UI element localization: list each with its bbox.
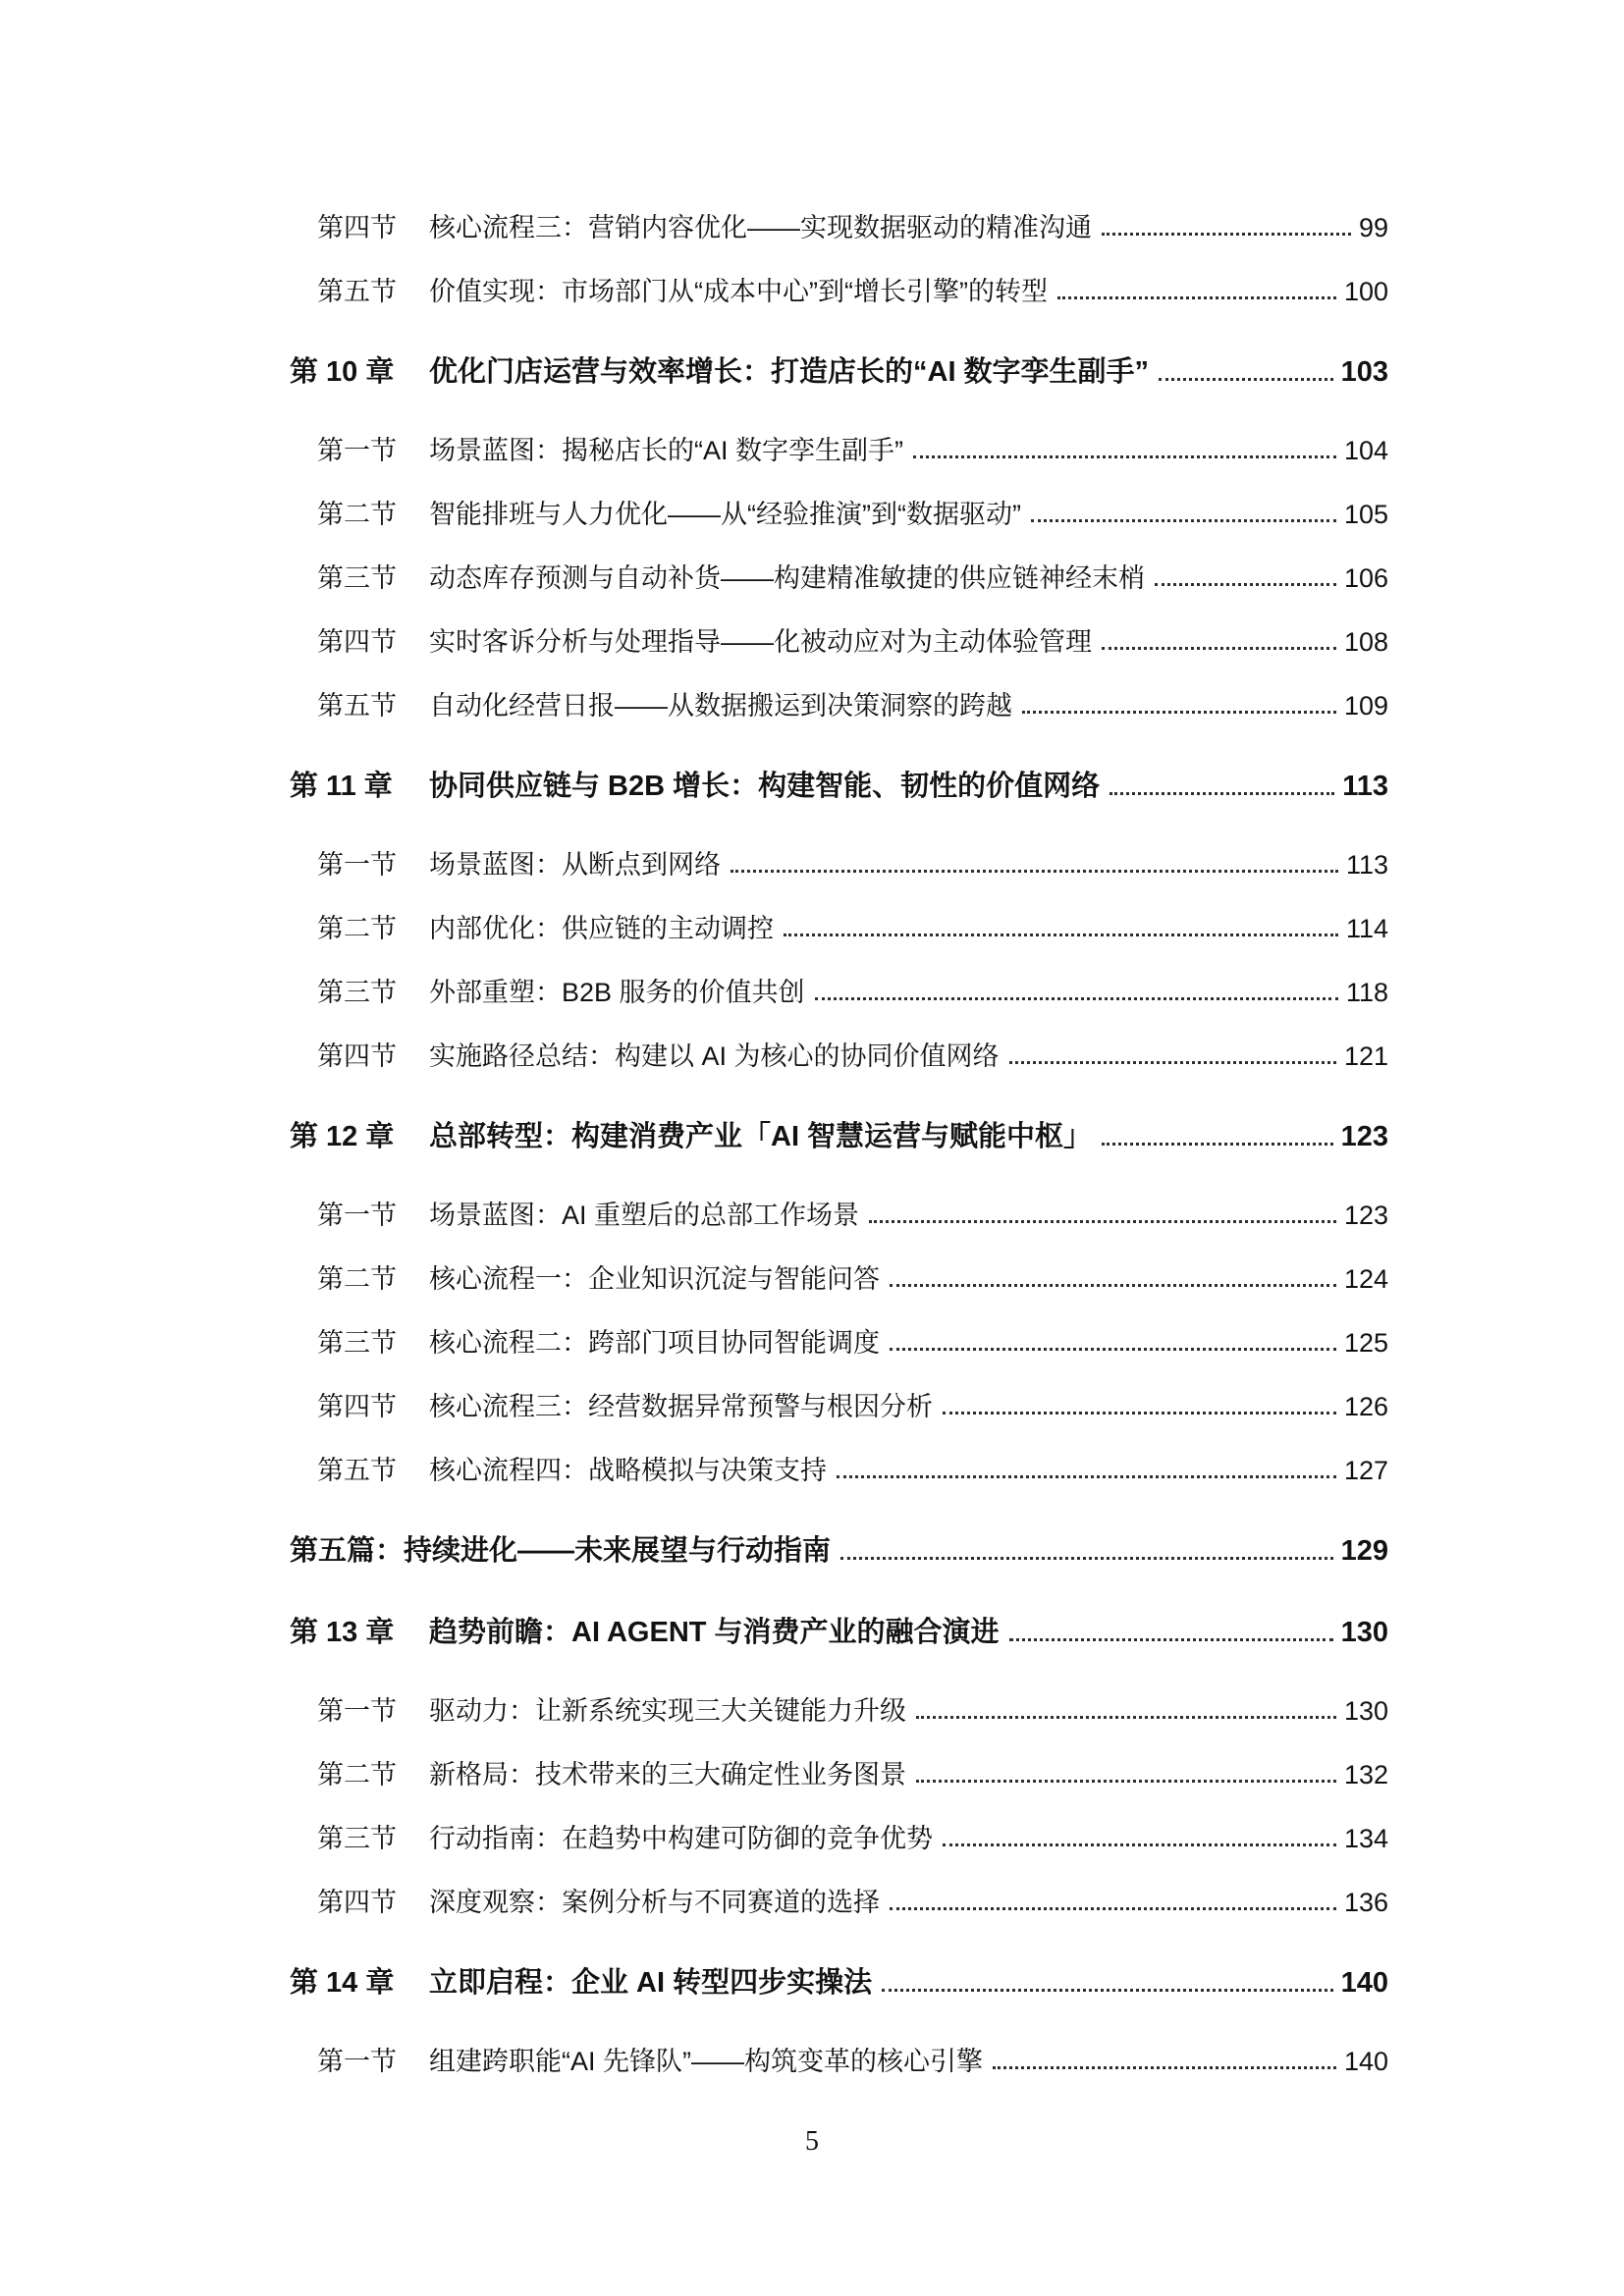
toc-entry-title: 实施路径总结：构建以 AI 为核心的协同价值网络	[429, 1041, 1000, 1071]
dot-leader	[882, 1989, 1332, 1992]
dot-leader	[1155, 583, 1336, 586]
toc-entry-title: 自动化经营日报——从数据搬运到决策洞察的跨越	[429, 691, 1012, 721]
toc-entry-label: 第四节	[317, 627, 397, 657]
dot-leader	[890, 1907, 1336, 1910]
toc-entry-section	[317, 564, 1388, 593]
toc-entry-title: 行动指南：在趋势中构建可防御的竞争优势	[429, 1824, 933, 1853]
dot-leader	[890, 1348, 1336, 1351]
dot-leader	[840, 1557, 1333, 1560]
toc-entry-section	[317, 1329, 1388, 1358]
toc-entry-label: 第四节	[317, 1392, 397, 1421]
toc-entry-label: 第 14 章	[290, 1967, 395, 1999]
toc-entry-chapter	[290, 1618, 1388, 1648]
toc-entry-page-number: 103	[1340, 356, 1388, 388]
toc-entry-section	[317, 1042, 1388, 1071]
toc-entry-page-number: 121	[1343, 1041, 1388, 1071]
toc-entry-page-number: 126	[1343, 1392, 1388, 1421]
dot-leader	[1009, 1638, 1333, 1641]
toc-entry-section	[317, 1393, 1388, 1421]
toc-entry-section	[317, 278, 1388, 306]
toc-entry-page-number: 130	[1343, 1696, 1388, 1726]
dot-leader	[731, 870, 1338, 873]
toc-entry-title: 新格局：技术带来的三大确定性业务图景	[429, 1760, 906, 1789]
toc-entry-page-number: 113	[1345, 850, 1388, 880]
dot-leader	[1031, 519, 1336, 522]
toc-entry-section	[317, 1265, 1388, 1294]
toc-entry-page-number: 114	[1345, 914, 1388, 943]
toc-entry-page-number: 130	[1340, 1617, 1388, 1648]
toc-entry-title: 优化门店运营与效率增长：打造店长的“AI 数字孪生副手”	[429, 356, 1150, 388]
toc-entry-section	[317, 692, 1388, 721]
toc-entry-section	[317, 1825, 1388, 1853]
dot-leader	[1102, 1143, 1333, 1146]
toc-entry-title: 核心流程三：经营数据异常预警与根因分析	[429, 1392, 933, 1421]
toc-entry-section	[317, 979, 1388, 1007]
toc-entry-title: 场景蓝图：从断点到网络	[429, 850, 721, 880]
toc-entry-label: 第 12 章	[290, 1121, 395, 1152]
toc-entry-section	[317, 214, 1388, 242]
dot-leader	[1009, 1061, 1336, 1064]
toc-entry-page-number: 123	[1343, 1201, 1388, 1230]
dot-leader	[943, 1843, 1336, 1846]
toc-entry-title: 外部重塑：B2B 服务的价值共创	[429, 978, 805, 1007]
toc-entry-chapter	[290, 1968, 1388, 1999]
dot-leader	[916, 1780, 1336, 1783]
dot-leader	[869, 1220, 1336, 1223]
toc-entry-section	[317, 1889, 1388, 1917]
toc-entry-title: 场景蓝图：AI 重塑后的总部工作场景	[429, 1201, 860, 1230]
toc-entry-page-number: 106	[1343, 563, 1388, 593]
toc-entry-label: 第 10 章	[290, 356, 395, 388]
toc-entry-label: 第一节	[317, 1696, 397, 1726]
dot-leader	[890, 1284, 1336, 1287]
toc-entry-label: 第三节	[317, 563, 397, 593]
toc-entry-page-number: 109	[1343, 691, 1388, 721]
toc-entry-label: 第五节	[317, 277, 397, 306]
dot-leader	[916, 1716, 1336, 1719]
toc-entry-page-number: 100	[1343, 277, 1388, 306]
dot-leader	[1022, 711, 1336, 714]
toc-entry-label: 第一节	[317, 1201, 397, 1230]
toc-entry-label: 第二节	[317, 1264, 397, 1294]
toc-entry-title: 智能排班与人力优化——从“经验推演”到“数据驱动”	[429, 500, 1021, 529]
toc-entry-page-number: 140	[1343, 2047, 1388, 2076]
toc-entry-page-number: 108	[1343, 627, 1388, 657]
toc-entry-title: 内部优化：供应链的主动调控	[429, 914, 774, 943]
toc-entry-section	[317, 1457, 1388, 1485]
toc-entry-page-number: 129	[1340, 1535, 1388, 1567]
footer-page-number: 5	[805, 2126, 819, 2157]
toc-entry-chapter	[290, 357, 1388, 388]
toc-entry-label: 第三节	[317, 1328, 397, 1358]
dot-leader	[1102, 233, 1351, 236]
toc-entry-title: 价值实现：市场部门从“成本中心”到“增长引擎”的转型	[429, 277, 1048, 306]
toc-entry-chapter	[290, 1122, 1388, 1152]
toc-entry-title: 实时客诉分析与处理指导——化被动应对为主动体验管理	[429, 627, 1092, 657]
toc-entry-page-number: 118	[1345, 978, 1388, 1007]
toc-entry-label: 第二节	[317, 1760, 397, 1789]
toc-entry-label: 第三节	[317, 1824, 397, 1853]
dot-leader	[943, 1412, 1336, 1415]
toc-entry-label: 第五节	[317, 691, 397, 721]
toc-entry-page-number: 140	[1340, 1967, 1388, 1999]
toc-entry-title: 总部转型：构建消费产业「AI 智慧运营与赋能中枢」	[429, 1121, 1093, 1152]
toc-entry-section	[317, 437, 1388, 465]
toc-entry-label: 第一节	[317, 436, 397, 465]
toc-entry-section	[317, 1201, 1388, 1230]
dot-leader	[1159, 378, 1333, 381]
toc-entry-page-number: 99	[1358, 213, 1388, 242]
toc-entry-page-number: 125	[1343, 1328, 1388, 1358]
toc-entry-title: 立即启程：企业 AI 转型四步实操法	[429, 1967, 873, 1999]
toc-entry-title: 深度观察：案例分析与不同赛道的选择	[429, 1888, 880, 1917]
toc-entry-page-number: 113	[1342, 771, 1388, 802]
toc-entry-section	[317, 501, 1388, 529]
dot-leader	[913, 455, 1336, 458]
toc-entry-label: 第二节	[317, 500, 397, 529]
toc-entry-section	[317, 1697, 1388, 1726]
toc-entry-label: 第 11 章	[290, 771, 393, 802]
toc-entry-label: 第四节	[317, 213, 397, 242]
toc-entry-title: 核心流程二：跨部门项目协同智能调度	[429, 1328, 880, 1358]
toc-entry-page-number: 105	[1343, 500, 1388, 529]
toc-entry-title: 组建跨职能“AI 先锋队”——构筑变革的核心引擎	[429, 2047, 983, 2076]
toc-entry-label: 第三节	[317, 978, 397, 1007]
dot-leader	[784, 934, 1338, 936]
dot-leader	[815, 997, 1338, 1000]
toc-entry-title: 动态库存预测与自动补货——构建精准敏捷的供应链神经末梢	[429, 563, 1145, 593]
toc-entry-section	[317, 628, 1388, 657]
toc-entry-label: 第一节	[317, 2047, 397, 2076]
dot-leader	[1057, 296, 1336, 299]
toc-entry-section	[317, 851, 1388, 880]
toc-entry-page-number: 134	[1343, 1824, 1388, 1853]
toc-entry-page-number: 123	[1340, 1121, 1388, 1152]
toc-entry-title: 场景蓝图：揭秘店长的“AI 数字孪生副手”	[429, 436, 903, 465]
toc-entry-title: 核心流程四：战略模拟与决策支持	[429, 1456, 827, 1485]
dot-leader	[993, 2066, 1336, 2069]
toc-entry-section	[317, 1761, 1388, 1789]
toc-entry-title: 核心流程三：营销内容优化——实现数据驱动的精准沟通	[429, 213, 1092, 242]
dot-leader	[837, 1475, 1336, 1478]
toc-entry-page-number: 127	[1343, 1456, 1388, 1485]
toc-entry-page-number: 136	[1343, 1888, 1388, 1917]
toc-entry-title: 第五篇：持续进化——未来展望与行动指南	[290, 1535, 832, 1567]
toc-entry-label: 第二节	[317, 914, 397, 943]
toc-entry-label: 第一节	[317, 850, 397, 880]
toc-entry-chapter	[290, 772, 1388, 802]
toc-entry-label: 第五节	[317, 1456, 397, 1485]
dot-leader	[1102, 647, 1336, 650]
toc-entry-section	[317, 915, 1388, 943]
table-of-contents	[290, 214, 1388, 2076]
toc-entry-title: 协同供应链与 B2B 增长：构建智能、韧性的价值网络	[429, 771, 1101, 802]
toc-entry-page-number: 132	[1343, 1760, 1388, 1789]
toc-entry-page-number: 104	[1343, 436, 1388, 465]
toc-entry-title: 驱动力：让新系统实现三大关键能力升级	[429, 1696, 906, 1726]
toc-entry-title: 趋势前瞻：AI AGENT 与消费产业的融合演进	[429, 1617, 1000, 1648]
toc-entry-page-number: 124	[1343, 1264, 1388, 1294]
toc-entry-label: 第 13 章	[290, 1617, 395, 1648]
toc-entry-label: 第四节	[317, 1888, 397, 1917]
toc-entry-section	[317, 2048, 1388, 2076]
dot-leader	[1110, 792, 1334, 795]
toc-entry-title: 核心流程一：企业知识沉淀与智能问答	[429, 1264, 880, 1294]
toc-entry-label: 第四节	[317, 1041, 397, 1071]
toc-entry-part	[290, 1536, 1388, 1567]
